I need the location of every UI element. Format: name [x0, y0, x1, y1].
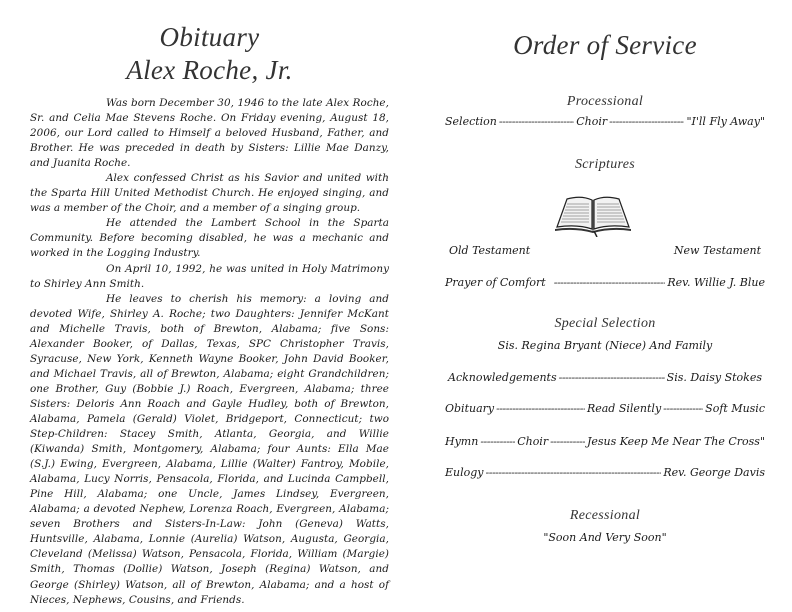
obituary-paragraph-birth: Was born December 30, 1946 to the late Alex Roche, Sr. and Celia Mae Stevens Roche. On Friday evening, August 18, 2006, our Lord called to Himself a beloved Husband, Father, and Brother. He was preceded in death by Sisters: Lillie Mae Danzy, and Juanita Roche. — [30, 97, 389, 170]
order-of-service-title: Order of Service — [513, 30, 697, 60]
eulogy-speaker: Rev. George Davis — [663, 466, 765, 479]
special-selection-heading: Special Selection — [554, 316, 656, 331]
processional-performer: Choir — [576, 115, 608, 128]
prayer-label: Prayer of Comfort — [445, 276, 546, 289]
prayer-officiant: Rev. Willie J. Blue — [667, 276, 765, 289]
special-selection-performer: Sis. Regina Bryant (Niece) And Family — [497, 339, 713, 352]
deceased-name: Alex Roche, Jr. — [126, 55, 293, 85]
new-testament-label: New Testament — [673, 244, 761, 257]
processional-heading: Processional — [566, 94, 644, 109]
leader-dashes — [609, 115, 684, 128]
leader-dashes — [499, 115, 574, 128]
leader-dashes — [663, 402, 703, 415]
obituary-paragraph-survivors: He leaves to cherish his memory: a loving and devoted Wife, Shirley A. Roche; two Daughters: Jennifer McKant and Michelle Travis, both of Brewton, Alabama; five Sons: Alexander Booker, of Dallas, Texas, SPC Christopher Travis, Syracuse, New York, Kenneth Wayne Booker, John David Booker, and Michael Travis, all of Brewton, Alabama; eight Grandchildren; one Brother, Guy (Bobbie J.) Roach, Evergreen, Alabama; three Sisters: Deloris Ann Roach and Gayle Hudley, both of Brewton, Alabama, Pamela (Gerald) Violet, Bridgeport, Connecticut; two Step-Children: Stacey Smith, Atlanta, Georgia, and Willie (Kiwanda) Smith, Montgomery, Alabama; four Aunts: Ella Mae (S.J.) Ewing, Evergreen, Alabama, Lillie (Walter) Fantroy, Mobile, Alabama, Lucy Norris, Pensacola, Florida, and Lucinda Campbell, Pine Hill, Alabama; one Uncle, James Lindsey, Evergreen, Alabama; a devoted Nephew, Lorenza Roach, Evergreen, Alabama; seven Brothers and Sisters-In-Law: John (Geneva) Watts, Huntsville, Alabama, Lonnie (Aurelia) Watson, Augusta, Georgia, Cleveland (Melissa) Watson, Pensacola, Florida, William (Margie) Smith, Thomas (Dollie) Watson, Joseph (Regina) Watson, and George (Shirley) Watson, all of Brewton, Alabama; and a host of Nieces, Nephews, Cousins, and Friends. — [30, 292, 389, 606]
open-bible-icon — [553, 191, 633, 237]
leader-dashes — [550, 435, 585, 448]
processional-song: "I'll Fly Away" — [686, 115, 766, 128]
hymn-label: Hymn — [445, 435, 479, 448]
hymn-performer: Choir — [517, 435, 549, 448]
hymn-row — [445, 435, 765, 448]
leader-dashes — [554, 276, 666, 289]
leader-dashes — [486, 466, 662, 479]
obituary-reading-method: Read Silently — [586, 402, 662, 415]
obituary-reading-row — [445, 402, 765, 415]
scriptures-heading: Scriptures — [574, 157, 636, 172]
leader-dashes — [496, 402, 585, 415]
old-testament-label: Old Testament — [449, 244, 531, 257]
acknowledgements-reader: Sis. Daisy Stokes — [666, 371, 762, 384]
leader-dashes — [559, 371, 665, 384]
prayer-row — [445, 276, 765, 289]
leader-dashes — [480, 435, 515, 448]
recessional-heading: Recessional — [569, 508, 641, 523]
obituary-page — [30, 0, 389, 612]
recessional-song: "Soon And Very Soon" — [543, 531, 667, 544]
obituary-title: Obituary — [159, 22, 260, 52]
eulogy-row — [445, 466, 765, 479]
acknowledgements-label: Acknowledgements — [448, 371, 557, 384]
acknowledgements-row — [448, 371, 762, 384]
processional-row — [445, 115, 765, 128]
processional-label: Selection — [445, 115, 497, 128]
obituary-paragraph-faith: Alex confessed Christ as his Savior and united with the Sparta Hill United Methodist Church. He enjoyed singing, and was a member of the Choir, and a member of a singing group. — [30, 172, 389, 215]
obituary-paragraph-education: He attended the Lambert School in the Sparta Community. Before becoming disabled, he was a mechanic and worked in the Logging Industry. — [30, 217, 389, 260]
obituary-paragraph-marriage: On April 10, 1992, he was united in Holy Matrimony to Shirley Ann Smith. — [30, 262, 389, 290]
obituary-reading-music: Soft Music — [705, 402, 765, 415]
obituary-body — [30, 96, 389, 608]
scripture-readings — [449, 244, 761, 257]
order-of-service-page — [445, 0, 765, 612]
obituary-reading-label: Obituary — [445, 402, 495, 415]
eulogy-label: Eulogy — [445, 466, 484, 479]
hymn-title: Jesus Keep Me Near The Cross" — [586, 435, 766, 448]
